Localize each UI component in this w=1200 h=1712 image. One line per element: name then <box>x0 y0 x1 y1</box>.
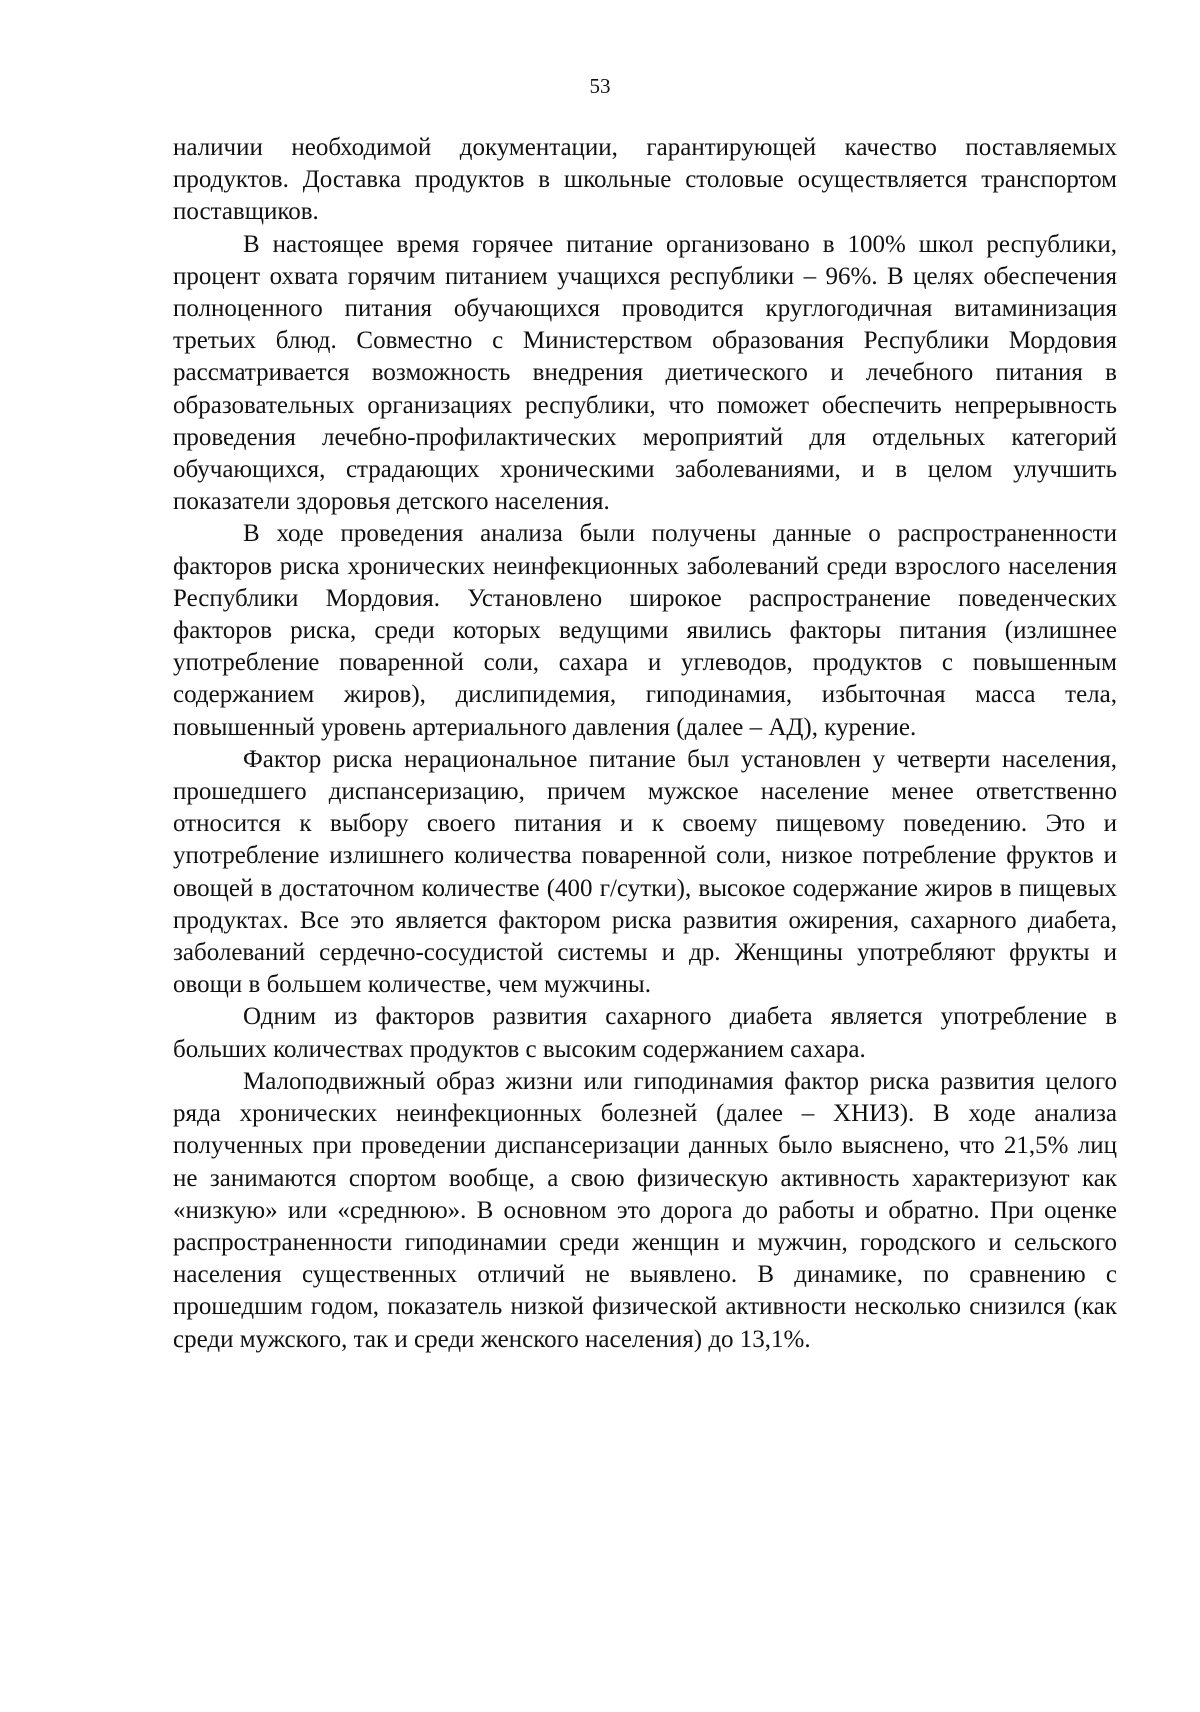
paragraph-hypodynamia: Малоподвижный образ жизни или гиподинамия фактор риска развития целого ряда хронических неинфекционных болезней (далее – ХНИЗ). В ходе анализа полученных при проведении диспансеризации данных было выяснено, что 21,5% лиц не занимаются спортом вообще, а свою физическую активность характеризуют как «низкую» или «среднюю». В основном это дорога до работы и обратно. При оценке распространенности гиподинамии среди женщин и мужчин, городского и сельского населения существенных отличий не выявлено. В динамике, по сравнению с прошедшим годом, показатель низкой физической активности несколько снизился (как среди мужского, так и среди женского населения) до 13,1%. <box>173 1067 1117 1353</box>
paragraph-hot-meals: В настоящее время горячее питание организовано в 100% школ республики, процент охвата горячим питанием учащихся республики – 96%. В целях обеспечения полноценного питания обучающихся проводится круглогодичная витаминизация третьих блюд. Совместно с Министерством образования Республики Мордовия рассматривается возможность внедрения диетического и лечебного питания в образовательных организациях республики, что поможет обеспечить непрерывность проведения лечебно-профилактических мероприятий для отдельных категорий обучающихся, страдающих хроническими заболеваниями, и в целом улучшить показатели здоровья детского населения. <box>173 230 1117 516</box>
paragraph-diabetes-factors: Одним из факторов развития сахарного диабета является употребление в больших количествах продуктов с высоким содержанием сахара. <box>173 1003 1117 1063</box>
document-body <box>173 132 1117 1356</box>
paragraph-irrational-nutrition: Фактор риска нерациональное питание был установлен у четверти населения, прошедшего диспансеризацию, причем мужское население менее ответственно относится к выбору своего питания и к своему пищевому поведению. Это и употребление излишнего количества поваренной соли, низкое потребление фруктов и овощей в достаточном количестве (400 г/сутки), высокое содержание жиров в пищевых продуктах. Все это является фактором риска развития ожирения, сахарного диабета, заболеваний сердечно-сосудистой системы и др. Женщины употребляют фрукты и овощи в большем количестве, чем мужчины. <box>173 745 1117 999</box>
page-number: 53 <box>589 74 611 98</box>
paragraph-risk-factors-analysis: В ходе проведения анализа были получены данные о распространенности факторов риска хронических неинфекционных заболеваний среди взрослого населения Республики Мордовия. Установлено широкое распространение поведенческих факторов риска, среди которых ведущими явились факторы питания (излишнее употребление поваренной соли, сахара и углеводов, продуктов с повышенным содержанием жиров), дислипидемия, гиподинамия, избыточная масса тела, повышенный уровень артериального давления (далее – АД), курение. <box>173 520 1117 741</box>
paragraph-continuation: наличии необходимой документации, гарантирующей качество поставляемых продуктов. Доставка продуктов в школьные столовые осуществляется транспортом поставщиков. <box>173 134 1117 226</box>
